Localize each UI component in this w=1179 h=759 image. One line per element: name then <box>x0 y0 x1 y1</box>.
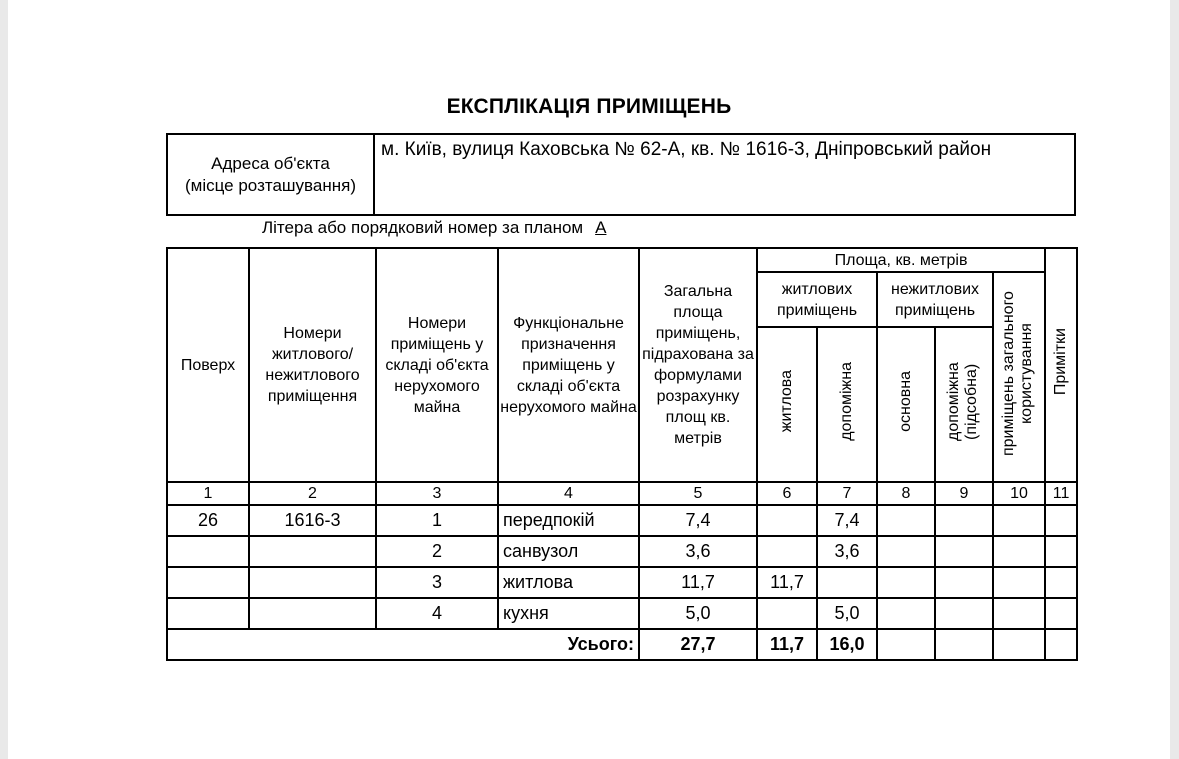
cell-notes <box>1045 567 1077 598</box>
cell-living <box>757 505 817 536</box>
header-living: житлова <box>778 370 795 433</box>
col-num: 3 <box>376 482 498 505</box>
totals-notes <box>1045 629 1077 660</box>
cell-apt <box>249 536 376 567</box>
cell-common <box>993 536 1045 567</box>
cell-main <box>877 505 935 536</box>
cell-room-name: житлова <box>498 567 639 598</box>
header-nonresidential: нежитлових приміщень <box>877 272 993 327</box>
cell-aux: 5,0 <box>817 598 877 629</box>
address-label-line1: Адреса об'єкта <box>211 153 330 173</box>
cell-main <box>877 598 935 629</box>
cell-common <box>993 505 1045 536</box>
explication-table <box>166 247 1078 661</box>
header-residential: житлових приміщень <box>757 272 877 327</box>
col-num: 5 <box>639 482 757 505</box>
header-main: основна <box>897 371 914 432</box>
header-auxiliary: допоміжна <box>838 362 855 441</box>
cell-apt <box>249 567 376 598</box>
col-num: 4 <box>498 482 639 505</box>
totals-main <box>877 629 935 660</box>
totals-common <box>993 629 1045 660</box>
col-num: 11 <box>1045 482 1077 505</box>
cell-room-name: передпокій <box>498 505 639 536</box>
cell-room-no: 3 <box>376 567 498 598</box>
column-number-row <box>167 482 1077 505</box>
col-num: 2 <box>249 482 376 505</box>
cell-room-no: 2 <box>376 536 498 567</box>
address-label <box>167 134 374 215</box>
cell-aux-utility <box>935 536 993 567</box>
header-main-cell <box>877 327 935 482</box>
cell-notes <box>1045 598 1077 629</box>
header-aux-utility: допоміжна (підсобна) <box>945 362 980 441</box>
header-area-group: Площа, кв. метрів <box>757 248 1045 272</box>
address-label-line2: (місце розташування) <box>185 175 356 195</box>
header-common-use: приміщень загального користування <box>1000 291 1036 457</box>
cell-room-no: 4 <box>376 598 498 629</box>
header-auxiliary-cell <box>817 327 877 482</box>
header-function: Функціональне призначення приміщень у складі об'єкта нерухомого майна <box>498 248 639 482</box>
cell-floor <box>167 598 249 629</box>
litera-value: А <box>595 218 607 237</box>
litera-line <box>262 218 606 238</box>
cell-living: 11,7 <box>757 567 817 598</box>
cell-room-name: санвузол <box>498 536 639 567</box>
col-num: 10 <box>993 482 1045 505</box>
cell-aux: 7,4 <box>817 505 877 536</box>
header-notes-cell <box>1045 248 1077 482</box>
totals-row <box>167 629 1077 660</box>
cell-room-name: кухня <box>498 598 639 629</box>
table-row <box>167 505 1077 536</box>
address-table <box>166 133 1076 216</box>
address-value: м. Київ, вулиця Каховська № 62-А, кв. № 1616-3, Дніпровський район <box>374 134 1075 215</box>
header-notes: Примітки <box>1052 328 1070 396</box>
header-floor: Поверх <box>167 248 249 482</box>
totals-aux: 16,0 <box>817 629 877 660</box>
cell-aux-utility <box>935 598 993 629</box>
totals-label: Усього: <box>167 629 639 660</box>
cell-living <box>757 536 817 567</box>
cell-living <box>757 598 817 629</box>
cell-total: 3,6 <box>639 536 757 567</box>
cell-apt: 1616-3 <box>249 505 376 536</box>
cell-main <box>877 567 935 598</box>
header-total-area: Загальна площа приміщень, підрахована за формулами розрахунку площ кв. метрів <box>639 248 757 482</box>
col-num: 9 <box>935 482 993 505</box>
cell-total: 7,4 <box>639 505 757 536</box>
cell-apt <box>249 598 376 629</box>
cell-aux: 3,6 <box>817 536 877 567</box>
col-num: 7 <box>817 482 877 505</box>
header-common-use-cell <box>993 272 1045 482</box>
cell-aux-utility <box>935 567 993 598</box>
col-num: 6 <box>757 482 817 505</box>
table-row <box>167 567 1077 598</box>
totals-aux-utility <box>935 629 993 660</box>
totals-living: 11,7 <box>757 629 817 660</box>
table-row <box>167 536 1077 567</box>
header-aux-utility-cell <box>935 327 993 482</box>
col-num: 8 <box>877 482 935 505</box>
cell-floor <box>167 536 249 567</box>
cell-total: 11,7 <box>639 567 757 598</box>
cell-floor: 26 <box>167 505 249 536</box>
header-living-cell <box>757 327 817 482</box>
totals-total: 27,7 <box>639 629 757 660</box>
cell-common <box>993 567 1045 598</box>
document-title: ЕКСПЛІКАЦІЯ ПРИМІЩЕНЬ <box>446 95 732 118</box>
cell-floor <box>167 567 249 598</box>
cell-total: 5,0 <box>639 598 757 629</box>
cell-main <box>877 536 935 567</box>
cell-notes <box>1045 536 1077 567</box>
cell-aux <box>817 567 877 598</box>
cell-common <box>993 598 1045 629</box>
cell-room-no: 1 <box>376 505 498 536</box>
col-num: 1 <box>167 482 249 505</box>
cell-notes <box>1045 505 1077 536</box>
header-rooms-in-object: Номери приміщень у складі об'єкта нерухомого майна <box>376 248 498 482</box>
litera-label: Літера або порядковий номер за планом <box>262 218 584 237</box>
table-row <box>167 598 1077 629</box>
header-room-no: Номери житлового/ нежитлового приміщення <box>249 248 376 482</box>
cell-aux-utility <box>935 505 993 536</box>
